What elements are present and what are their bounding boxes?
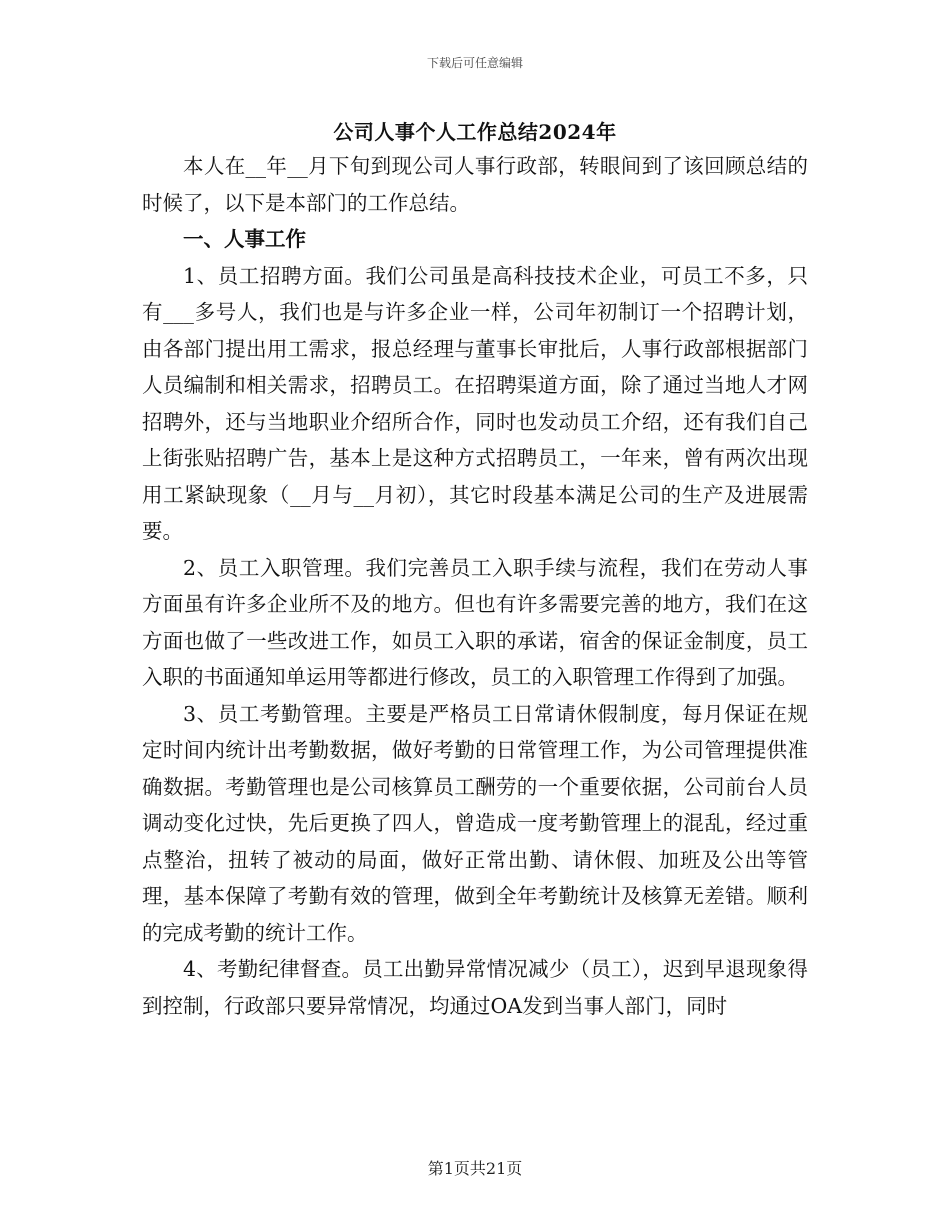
body-paragraph: 2、员工入职管理。我们完善员工入职手续与流程，我们在劳动人事方面虽有许多企业所不及的地方。但也有许多需要完善的地方，我们在这方面也做了一些改进工作，如员工入职的承诺，宿舍的保证金制度，员工入职的书面通知单运用等都进行修改，员工的入职管理工作得到了加强。 — [142, 555, 808, 689]
intro-paragraph: 本人在__年__月下旬到现公司人事行政部，转眼间到了该回顾总结的时候了，以下是本部门的工作总结。 — [142, 154, 808, 215]
body-paragraph: 1、员工招聘方面。我们公司虽是高科技技术企业，可员工不多，只有___多号人，我们也是与许多企业一样，公司年初制订一个招聘计划，由各部门提出用工需求，报总经理与董事长审批后，人事行政部根据部门人员编制和相关需求，招聘员工。在招聘渠道方面，除了通过当地人才网招聘外，还与当地职业介绍所合作，同时也发动员工介绍，还有我们自己上街张贴招聘广告，基本上是这种方式招聘员工，一年来，曾有两次出现用工紧缺现象（__月与__月初），其它时段基本满足公司的生产及进展需要。 — [142, 263, 808, 543]
document-body — [142, 148, 808, 1024]
body-paragraph: 3、员工考勤管理。主要是严格员工日常请休假制度，每月保证在规定时间内统计出考勤数据，做好考勤的日常管理工作，为公司管理提供准确数据。考勤管理也是公司核算员工酬劳的一个重要依据，公司前台人员调动变化过快，先后更换了四人，曾造成一度考勤管理上的混乱，经过重点整治，扭转了被动的局面，做好正常出勤、请休假、加班及公出等管理，基本保障了考勤有效的管理，做到全年考勤统计及核算无差错。顺利的完成考勤的统计工作。 — [142, 701, 808, 945]
page-number-footer: 第1页共21页 — [427, 1159, 523, 1178]
document-title: 公司人事个人工作总结2024年 — [333, 120, 617, 144]
body-paragraph: 4、考勤纪律督查。员工出勤异常情况减少（员工），迟到早退现象得到控制，行政部只要异常情况，均通过OA发到当事人部门，同时 — [142, 957, 808, 1018]
page-header-note: 下载后可任意编辑 — [426, 56, 523, 70]
section-heading: 一、人事工作 — [183, 227, 306, 251]
